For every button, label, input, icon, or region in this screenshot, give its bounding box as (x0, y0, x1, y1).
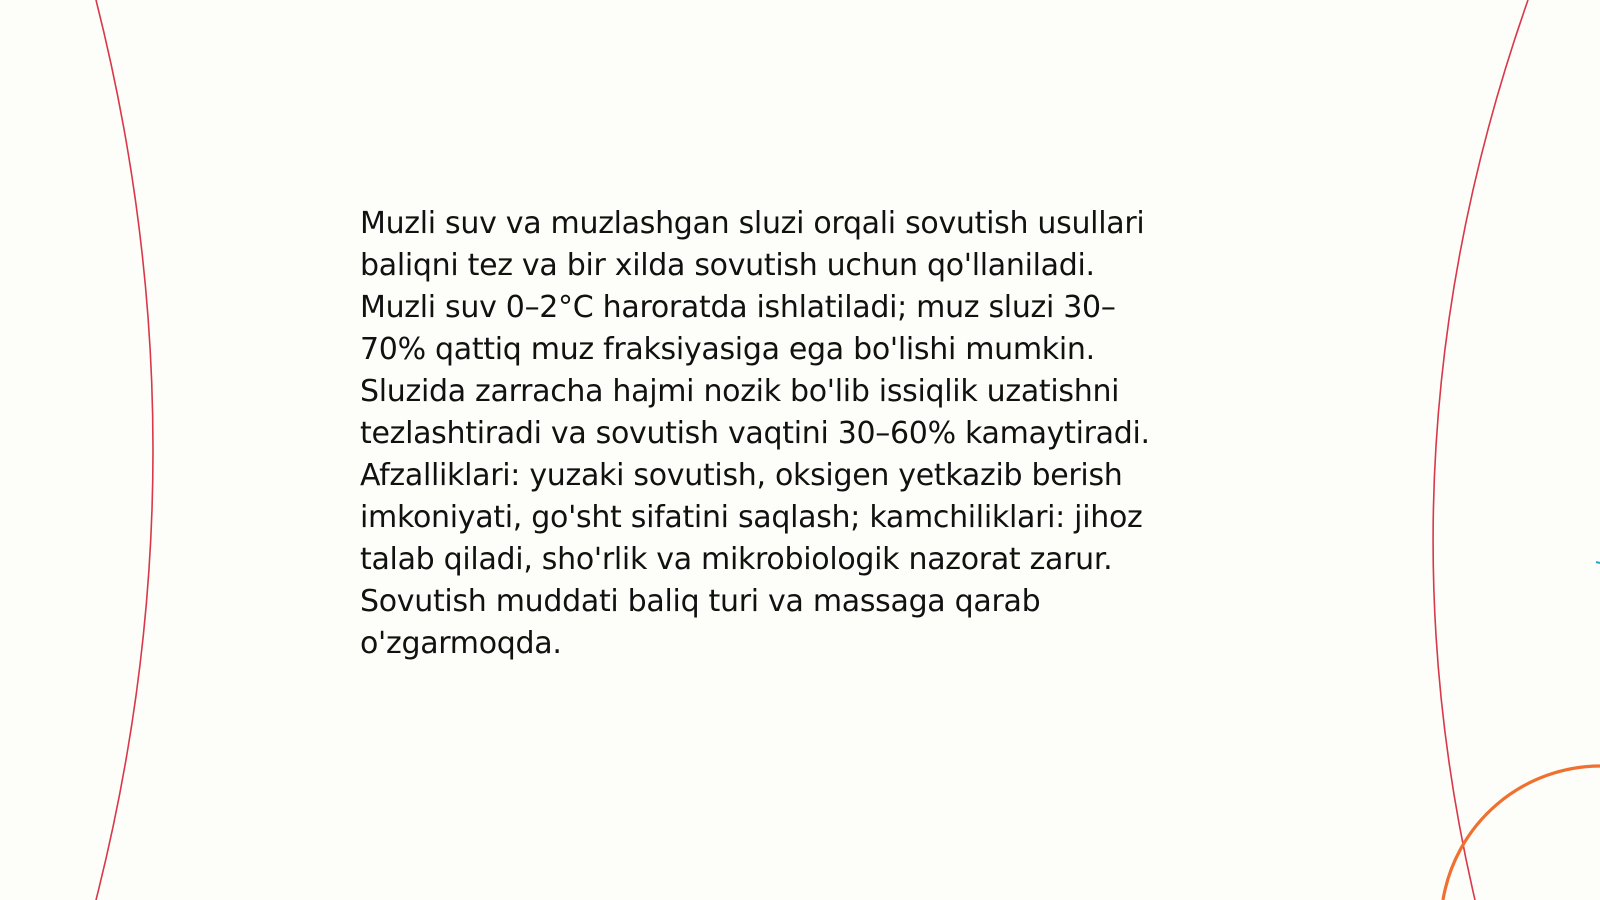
slide-body-text: Muzli suv va muzlashgan sluzi orqali sovutish usullari baliqni tez va bir xilda sovutish uchun qo'llaniladi. Muzli suv 0–2°C haroratda ishlatiladi; muz sluzi 30– 70% qattiq muz fraksiyasiga ega bo'lishi mumkin. Sluzida zarracha hajmi nozik bo'lib issiqlik uzatishni tezlashtiradi va sovutish vaqtini 30–60% kamaytiradi. Afzalliklari: yuzaki sovutish, oksigen yetkazib berish imkoniyati, go'sht sifatini saqlash; kamchiliklari: jihoz talab qiladi, sho'rlik va mikrobiologik nazorat zarur. Sovutish muddati baliq turi va massaga qarab o'zgarmoqda. (360, 206, 1150, 661)
left-curve-line (96, 0, 153, 900)
orange-arc (1443, 766, 1600, 900)
right-curve-line (1433, 0, 1528, 900)
teal-accent-mark (1596, 562, 1600, 563)
